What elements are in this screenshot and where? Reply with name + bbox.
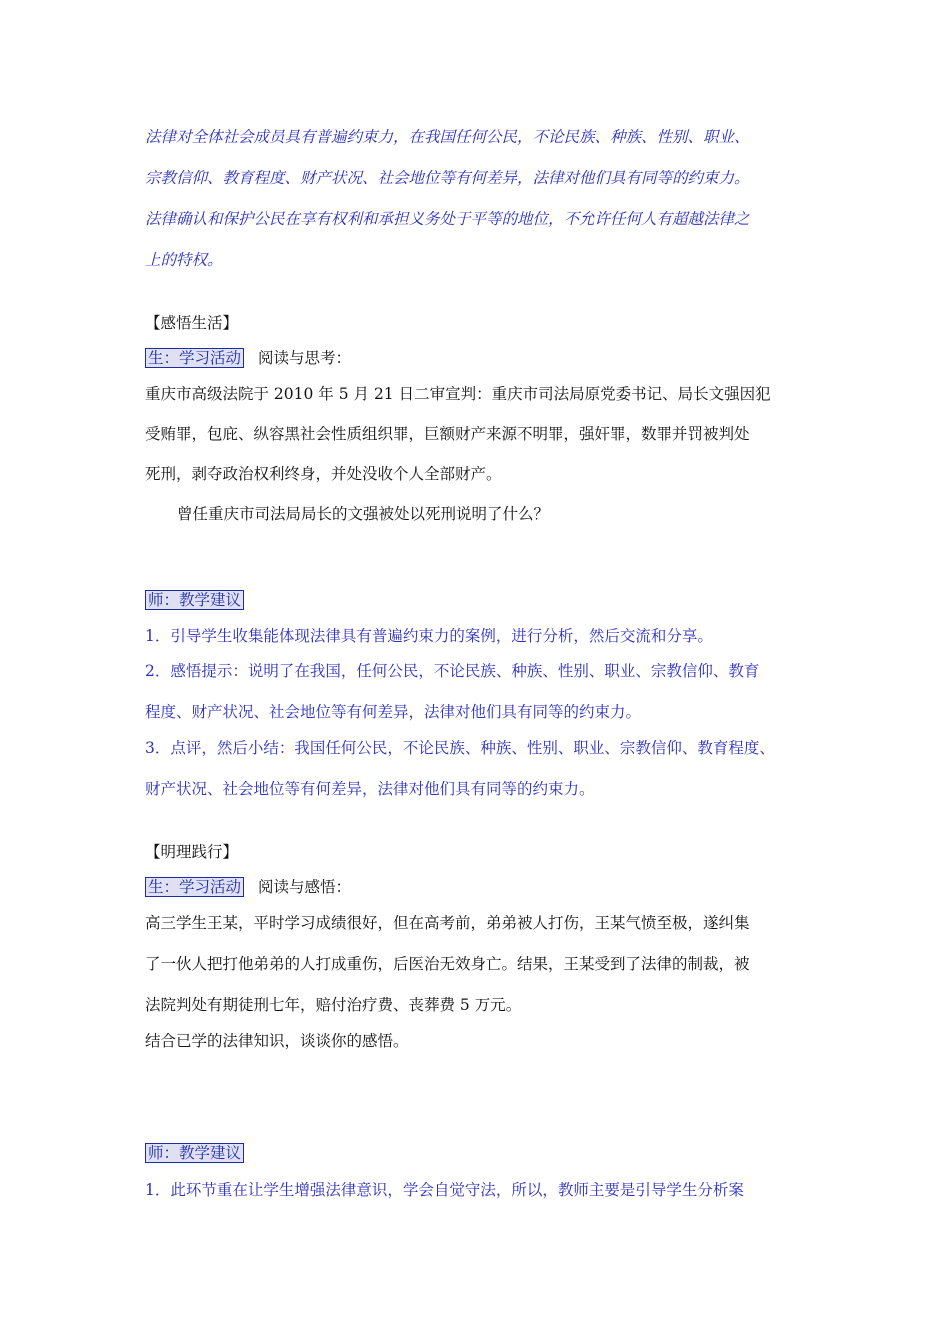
- teacher-suggestion-row-1: [145, 590, 244, 610]
- teacher-item-2: 2．感悟提示：说明了在我国，任何公民，不论民族、种族、性别、职业、宗教信仰、教育: [145, 662, 760, 680]
- case-line-3: 死刑，剥夺政治权利终身，并处没收个人全部财产。: [145, 465, 502, 483]
- teacher-suggestion-tag: 师：教学建议: [145, 590, 244, 610]
- activity-instruction: 阅读与思考：: [258, 349, 352, 367]
- student-activity-tag: 生：学习活动: [145, 877, 244, 897]
- case2-line-2: 了一伙人把打他弟弟的人打成重伤，后医治无效身亡。结果，王某受到了法律的制裁，被: [145, 955, 750, 973]
- teacher-item-1: 1．引导学生收集能体现法律具有普遍约束力的案例，进行分析，然后交流和分享。: [145, 627, 713, 645]
- teacher-item-1: 1．此环节重在让学生增强法律意识，学会自觉守法，所以，教师主要是引导学生分析案: [145, 1181, 744, 1199]
- teacher-item-3-cont: 财产状况、社会地位等有何差异，法律对他们具有同等的约束力。: [145, 780, 595, 798]
- discussion-question: 曾任重庆市司法局局长的文强被处以死刑说明了什么？: [177, 505, 550, 523]
- case2-line-3: 法院判处有期徒刑七年，赔付治疗费、丧葬费 5 万元。: [145, 996, 522, 1014]
- case-line-2: 受贿罪，包庇、纵容黑社会性质组织罪，巨额财产来源不明罪，强奸罪，数罪并罚被判处: [145, 425, 750, 443]
- teacher-item-3: 3．点评，然后小结：我国任何公民，不论民族、种族、性别、职业、宗教信仰、教育程度、: [145, 739, 775, 757]
- intro-line-4: 上的特权。: [145, 251, 223, 269]
- student-activity-tag: 生：学习活动: [145, 348, 244, 368]
- student-activity-row-1: [145, 348, 351, 368]
- activity-instruction: 阅读与感悟：: [258, 878, 352, 896]
- reflection-prompt: 结合已学的法律知识，谈谈你的感悟。: [145, 1032, 409, 1050]
- case2-line-1: 高三学生王某，平时学习成绩很好，但在高考前，弟弟被人打伤，王某气愤至极，遂纠集: [145, 914, 750, 932]
- teacher-suggestion-tag: 师：教学建议: [145, 1143, 244, 1163]
- intro-line-2: 宗教信仰、教育程度、财产状况、社会地位等有何差异，法律对他们具有同等的约束力。: [145, 169, 750, 187]
- teacher-suggestion-row-2: [145, 1143, 244, 1163]
- section-heading-practice: 【明理践行】: [145, 843, 239, 861]
- intro-line-1: 法律对全体社会成员具有普遍约束力，在我国任何公民，不论民族、种族、性别、职业、: [145, 128, 750, 146]
- student-activity-row-2: [145, 877, 351, 897]
- case-line-1: 重庆市高级法院于 2010 年 5 月 21 日二审宣判：重庆市司法局原党委书记、局长文强因犯: [145, 385, 771, 403]
- intro-line-3: 法律确认和保护公民在享有权利和承担义务处于平等的地位，不允许任何人有超越法律之: [145, 210, 750, 228]
- teacher-item-2-cont: 程度、财产状况、社会地位等有何差异，法律对他们具有同等的约束力。: [145, 703, 642, 721]
- section-heading-life: 【感悟生活】: [145, 314, 239, 332]
